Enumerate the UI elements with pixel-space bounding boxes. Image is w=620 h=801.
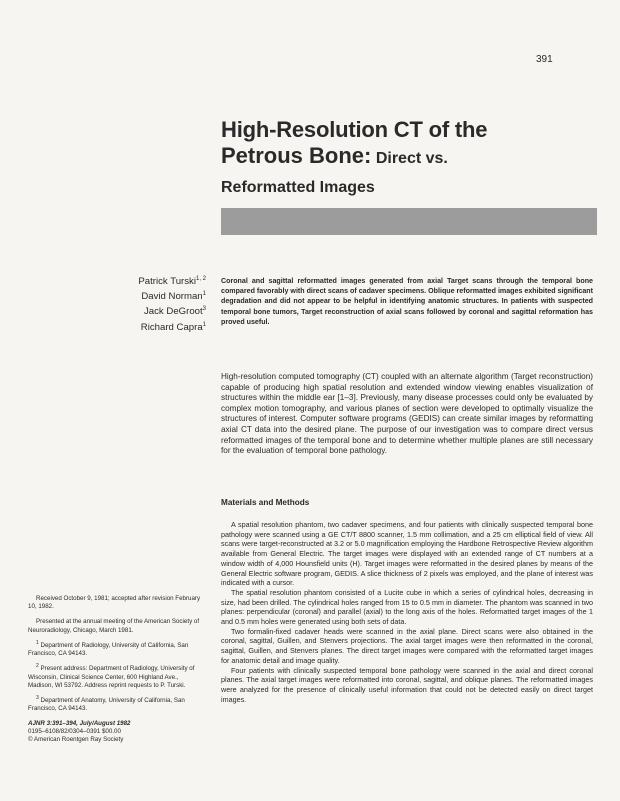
title-line-2 [221, 143, 601, 172]
journal-code: 0195–6108/82/0304–0391 $00.00 [28, 727, 121, 735]
title-line-2-main: Petrous Bone: [221, 143, 372, 168]
title-line-1: High-Resolution CT of the [221, 117, 488, 142]
footnote-mark: 1 [36, 639, 39, 646]
footnotes [28, 592, 204, 744]
abstract: Coronal and sagittal reformatted images generated from axial Target scans through the temporal bone compared favorably with direct scans of cadaver specimens. Oblique reformatted images exhibited significant degradation and did not appear to be helpful in identifying anatomic structures. In patients with suspected temporal bone tumors, Target reconstruction of axial scans followed by coronal and sagittal reformation has proved useful. [221, 277, 593, 326]
author-affiliation-mark: 1 [202, 291, 206, 298]
methods-paragraph: The spatial resolution phantom consisted of a Lucite cube in which a series of cylindrical holes, decreasing in size, had been drilled. The cylindrical holes ranged from 15 to 0.5 mm in diameter. The phantom was scanned in two planes: perpendicular (coronal) and parallel (axial) to the long axis of the holes. Reformatted target images of the 1 and 0.5 mm holes were generated using both sets of data. [221, 587, 593, 627]
footnote [28, 615, 204, 634]
introduction-paragraph: High-resolution computed tomography (CT) coupled with an alternate algorithm (Target reconstruction) capable of producing high spatial resolution and extended window viewing enables visualization of structures within the middle ear [1–3]. Previously, many disease processes could only be evaluated by complex motion tomography, and various planes of section were developed to optimally visualize the structures of interest. Computer software programs (GEDIS) can create similar images by reformatting axial CT data into the desired plane. The purpose of our investigation was to compare direct versus reformatted images of the temporal bone and to determine whether multiple planes are still necessary for the evaluation of temporal bone pathology. [221, 372, 593, 456]
section-heading: Materials and Methods [221, 498, 310, 507]
methods-paragraph: Four patients with clinically suspected temporal bone pathology were scanned in the axial and direct coronal planes. The axial target images were reformatted into coronal, sagittal, and oblique planes. The reformatted images were analyzed for the presence of clinically useful information that could not be detected easily on direct target images. [221, 665, 593, 704]
decorative-band [221, 208, 597, 235]
author-affiliation-mark: 3 [202, 306, 206, 313]
author [100, 288, 206, 303]
title-line-2-sub: Direct vs. [375, 150, 448, 167]
author-name: Patrick Turski [138, 276, 196, 288]
title-line-3: Reformatted Images [221, 179, 375, 196]
methods-paragraph: A spatial resolution phantom, two cadaver specimens, and four patients with clinically suspected temporal bone pathology were scanned using a GE CT/T 8800 scanner, 1.5 mm collimation, and a 25 cm elliptical field of view. All scans were target-reconstructed at 3.2 or 5.0 magnification employing the Hardbone Retrospective Review algorithm available from General Electric. The target images were displayed with an extended range of CT numbers at a window width of 4,000 Hounsfield units (H). Target images were reformatted in the desired planes by means of the General Electric software program, GEDIS. A slice thickness of 2 pixels was employed, and the plane of interest was indicated with a cursor. [221, 520, 593, 588]
footnote [28, 639, 204, 658]
footnote-text: Department of Radiology, University of California, San Francisco, CA 94143. [28, 642, 189, 658]
footnote-mark: 2 [36, 663, 39, 670]
author-name: David Norman [141, 291, 203, 303]
footnote-text: Received October 9, 1981; accepted after revision February 10, 1982. [28, 595, 201, 611]
copyright-line: © American Roentgen Ray Society [28, 735, 124, 743]
footnote [28, 592, 204, 611]
footnote [28, 694, 204, 713]
footnote-mark: 3 [36, 695, 39, 702]
author-affiliation-mark: 1 [202, 321, 206, 328]
author-affiliation-mark: 1, 2 [195, 276, 206, 282]
author [100, 319, 206, 334]
author-name: Richard Capra [140, 321, 203, 333]
methods-section [221, 520, 593, 704]
footnote-text: Presented at the annual meeting of the American Society of Neuroradiology, Chicago, March 1981. [28, 618, 200, 634]
footnote [28, 662, 204, 690]
author [100, 303, 206, 318]
page-number: 391 [536, 54, 553, 65]
journal-info [28, 720, 204, 745]
author-list [100, 273, 206, 334]
journal-citation: AJNR 3:391–394, July/August 1982 [28, 719, 131, 727]
author [100, 273, 206, 288]
author-name: Jack DeGroot [144, 306, 203, 318]
footnote-text: Department of Anatomy, University of California, San Francisco, CA 94143. [28, 697, 185, 713]
article-title [221, 117, 601, 198]
footnote-text: Present address: Department of Radiology, University of Wisconsin, Clinical Science Center, 600 Highland Ave., Madison, WI 53792. Address reprint requests to P. Turski. [28, 665, 195, 689]
methods-paragraph: Two formalin-fixed cadaver heads were scanned in the axial plane. Direct scans were also obtained in the coronal, sagittal, Guillen, and Stenvers projections. The axial target images were then reformatted in the coronal, sagittal, Guillen, and Stenvers planes. The direct target images were compared with the reformatted target images for anatomic detail and image quality. [221, 626, 593, 665]
